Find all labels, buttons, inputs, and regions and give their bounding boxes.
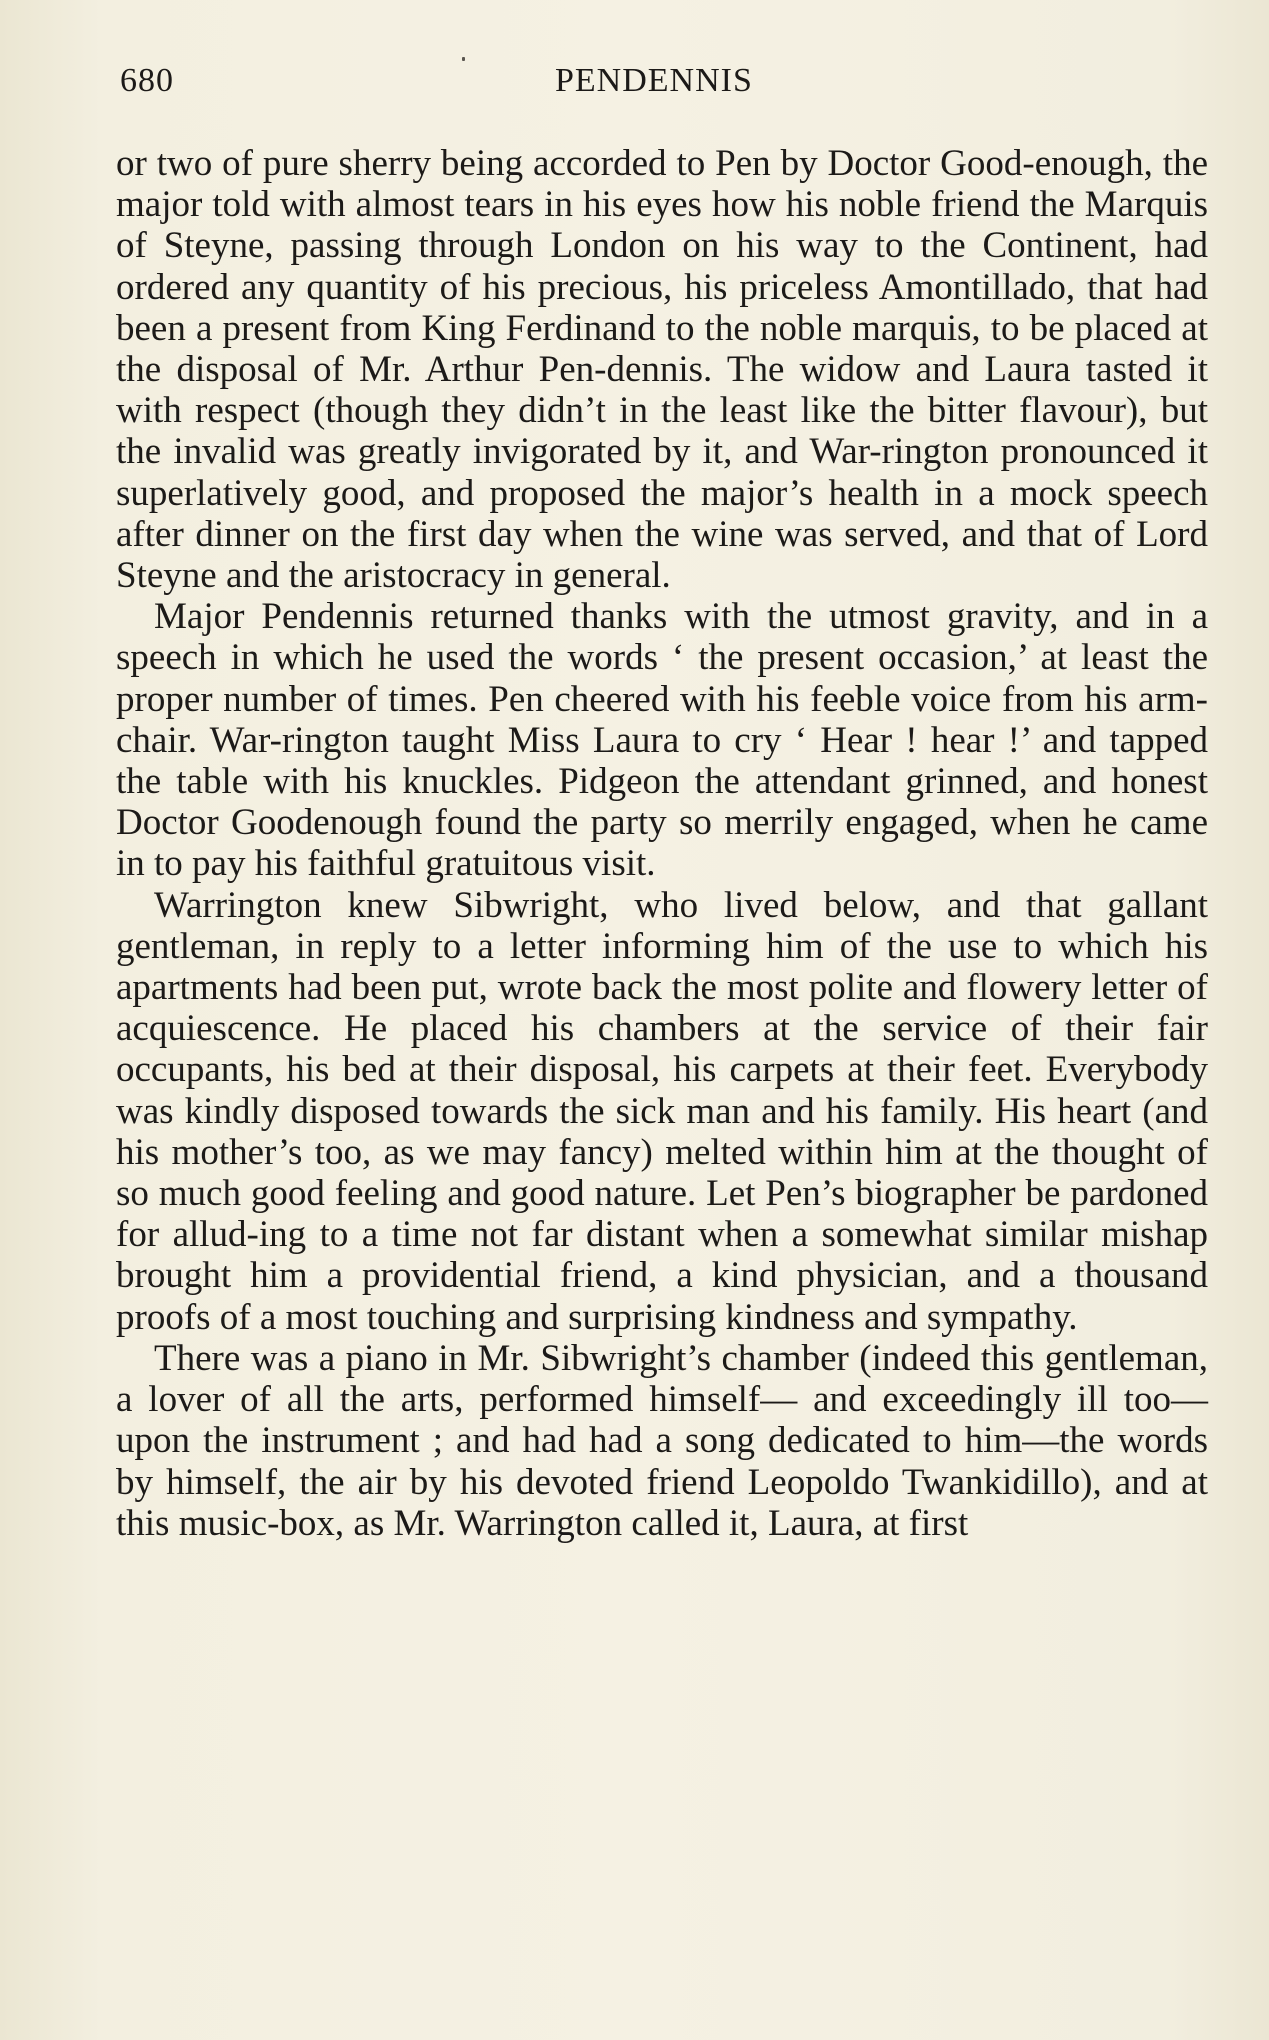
paragraph: Major Pendennis returned thanks with the utmost gravity, and in a speech in which he used the words ‘ the present occasion,’ at least the proper number of times. Pen cheered with his feeble voice from his arm-chair. War-rington taught Miss Laura to cry ‘ Hear ! hear !’ and tapped the table with his knuckles. Pidgeon the attendant grinned, and honest Doctor Goodenough found the party so merrily engaged, when he came in to pay his faithful gratuitous visit. [116,596,1208,885]
body-text [116,143,1208,1544]
page-number: 680 [120,62,174,99]
paragraph: There was a piano in Mr. Sibwright’s chamber (indeed this gentleman, a lover of all the arts, performed himself— and exceedingly ill too—upon the instrument ; and had had a song dedicated to him—the words by himself, the air by his devoted friend Leopoldo Twankidillo), and at this music-box, as Mr. Warrington called it, Laura, at first [116,1337,1208,1544]
print-speck [462,57,465,61]
running-head [120,62,1205,112]
running-title: PENDENNIS [555,62,753,99]
paragraph: or two of pure sherry being accorded to Pen by Doctor Good-enough, the major told with almost tears in his eyes how his noble friend the Marquis of Steyne, passing through London on his way to the Continent, had ordered any quantity of his precious, his priceless Amontillado, that had been a present from King Ferdinand to the noble marquis, to be placed at the disposal of Mr. Arthur Pen-dennis. The widow and Laura tasted it with respect (though they didn’t in the least like the bitter flavour), but the invalid was greatly invigorated by it, and War-rington pronounced it superlatively good, and proposed the major’s health in a mock speech after dinner on the first day when the wine was served, and that of Lord Steyne and the aristocracy in general. [116,143,1208,597]
paragraph: Warrington knew Sibwright, who lived below, and that gallant gentleman, in reply to a letter informing him of the use to which his apartments had been put, wrote back the most polite and flowery letter of acquiescence. He placed his chambers at the service of their fair occupants, his bed at their disposal, his carpets at their feet. Everybody was kindly disposed towards the sick man and his family. His heart (and his mother’s too, as we may fancy) melted within him at the thought of so much good feeling and good nature. Let Pen’s biographer be pardoned for allud-ing to a time not far distant when a somewhat similar mishap brought him a providential friend, a kind physician, and a thousand proofs of a most touching and surprising kindness and sympathy. [116,884,1208,1338]
